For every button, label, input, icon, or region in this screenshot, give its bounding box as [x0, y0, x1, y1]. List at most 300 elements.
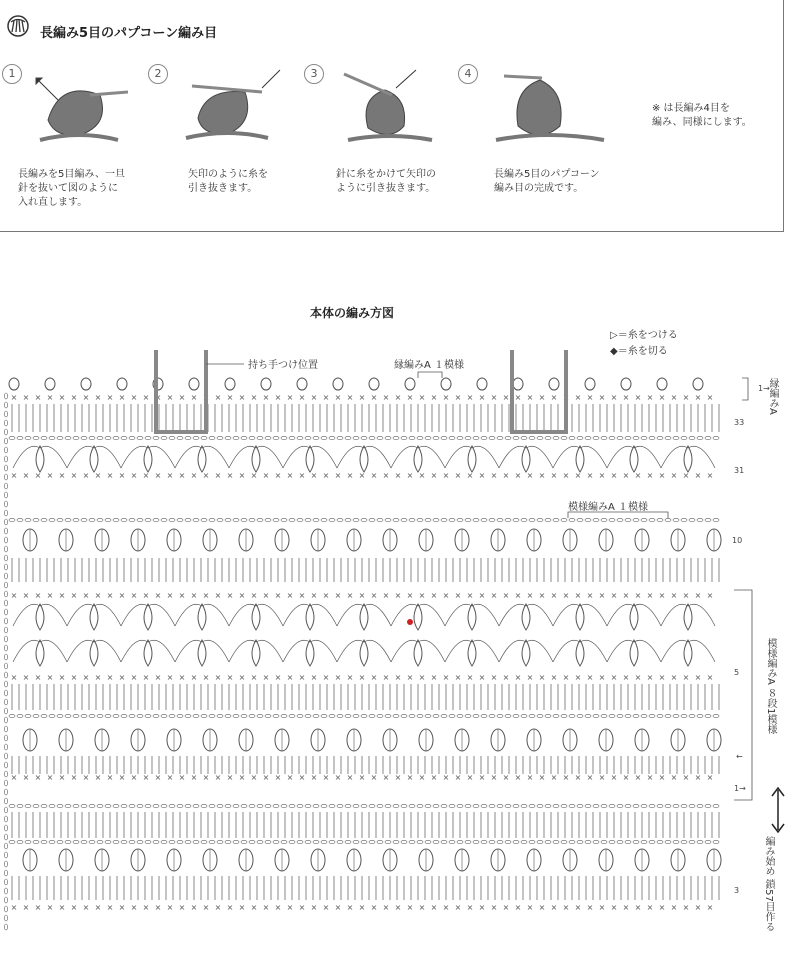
chain-mark	[689, 714, 695, 717]
single-crochet-mark: ×	[442, 393, 450, 402]
single-crochet-mark: ×	[646, 471, 654, 480]
chain-mark	[617, 714, 623, 717]
single-crochet-mark: ×	[406, 393, 414, 402]
single-crochet-mark: ×	[466, 471, 474, 480]
single-crochet-mark: ×	[262, 393, 270, 402]
single-crochet-mark: ×	[22, 903, 30, 912]
chain-mark	[553, 714, 559, 717]
edge-chain-mark	[4, 780, 7, 786]
chain-mark	[305, 518, 311, 521]
chain-mark	[609, 804, 615, 807]
legend-attach-yarn: ▷＝糸をつける	[610, 330, 678, 341]
chain-mark	[577, 714, 583, 717]
chain-mark	[673, 518, 679, 521]
chain-mark	[697, 714, 703, 717]
chain-mark	[273, 804, 279, 807]
chain-mark	[57, 840, 63, 843]
chain-mark	[593, 840, 599, 843]
single-crochet-mark: ×	[250, 903, 258, 912]
edge-chain-mark	[4, 555, 7, 561]
single-crochet-mark: ×	[154, 673, 162, 682]
popcorn-leaf-mark	[522, 604, 530, 630]
chain-mark	[457, 714, 463, 717]
single-crochet-mark: ×	[226, 773, 234, 782]
chain-mark	[545, 714, 551, 717]
chain-mark	[497, 714, 503, 717]
row-number-5: 5	[734, 668, 740, 677]
single-crochet-mark: ×	[658, 903, 666, 912]
chain-mark	[537, 714, 543, 717]
single-crochet-mark: ×	[58, 393, 66, 402]
chain-mark	[513, 840, 519, 843]
single-crochet-mark: ×	[46, 471, 54, 480]
chain-mark	[385, 804, 391, 807]
single-crochet-mark: ×	[298, 393, 306, 402]
single-crochet-mark: ×	[706, 673, 714, 682]
single-crochet-mark: ×	[46, 673, 54, 682]
single-crochet-mark: ×	[586, 903, 594, 912]
chain-mark	[345, 714, 351, 717]
chain-mark	[457, 518, 463, 521]
single-crochet-mark: ×	[538, 773, 546, 782]
chain-mark	[665, 714, 671, 717]
chain-mark	[497, 804, 503, 807]
single-crochet-mark: ×	[274, 903, 282, 912]
chain-mark	[569, 518, 575, 521]
row-arrow-left: ←	[736, 752, 743, 761]
edge-chain-mark	[4, 564, 7, 570]
chain-mark	[249, 714, 255, 717]
chain-mark	[329, 804, 335, 807]
single-crochet-mark: ×	[166, 471, 174, 480]
chain-mark	[529, 436, 535, 439]
chain-mark	[113, 840, 119, 843]
single-crochet-mark: ×	[322, 673, 330, 682]
single-crochet-mark: ×	[142, 773, 150, 782]
chain-mark	[249, 804, 255, 807]
chain-mark	[121, 804, 127, 807]
chain-mark	[585, 436, 591, 439]
chain-mark	[521, 840, 527, 843]
chain-mark	[633, 804, 639, 807]
chain-mark	[593, 436, 599, 439]
single-crochet-mark: ×	[334, 773, 342, 782]
chain-mark	[473, 840, 479, 843]
chain-mark	[49, 840, 55, 843]
chain-mark	[73, 436, 79, 439]
single-crochet-mark: ×	[178, 591, 186, 600]
single-crochet-mark: ×	[490, 903, 498, 912]
single-crochet-mark: ×	[190, 673, 198, 682]
chain-mark	[561, 840, 567, 843]
single-crochet-mark: ×	[370, 471, 378, 480]
single-crochet-mark: ×	[394, 673, 402, 682]
popcorn-stitch-mark	[513, 378, 523, 390]
popcorn-leaf-mark	[90, 604, 98, 630]
row-number-31: 31	[734, 466, 745, 475]
chain-mark	[505, 840, 511, 843]
chain-mark	[17, 840, 23, 843]
chain-mark	[657, 804, 663, 807]
chain-mark	[121, 840, 127, 843]
single-crochet-mark: ×	[442, 673, 450, 682]
popcorn-leaf-mark	[306, 604, 314, 630]
single-crochet-mark: ×	[454, 393, 462, 402]
single-crochet-mark: ×	[586, 591, 594, 600]
single-crochet-mark: ×	[394, 393, 402, 402]
popcorn-leaf-mark	[360, 446, 368, 472]
single-crochet-mark: ×	[214, 591, 222, 600]
single-crochet-mark: ×	[538, 673, 546, 682]
single-crochet-mark: ×	[346, 773, 354, 782]
popcorn-stitch-mark	[585, 378, 595, 390]
chain-mark	[257, 714, 263, 717]
single-crochet-mark: ×	[178, 773, 186, 782]
edge-chain-mark	[4, 906, 7, 912]
popcorn-leaf-mark	[360, 640, 368, 666]
chain-mark	[217, 714, 223, 717]
single-crochet-mark: ×	[646, 773, 654, 782]
row-number-10: 10	[732, 536, 743, 545]
chain-mark	[169, 804, 175, 807]
chain-mark	[697, 840, 703, 843]
single-crochet-mark: ×	[454, 773, 462, 782]
single-crochet-mark: ×	[394, 903, 402, 912]
single-crochet-mark: ×	[130, 591, 138, 600]
single-crochet-mark: ×	[682, 773, 690, 782]
single-crochet-mark: ×	[634, 591, 642, 600]
chain-mark	[193, 804, 199, 807]
chain-mark	[65, 436, 71, 439]
single-crochet-mark: ×	[670, 903, 678, 912]
single-crochet-mark: ×	[298, 471, 306, 480]
chain-mark	[297, 436, 303, 439]
chain-mark	[441, 518, 447, 521]
step-4-text: 長編み5目のパプコーン 編み目の完成です。	[494, 169, 600, 194]
single-crochet-mark: ×	[454, 471, 462, 480]
row-number-3: 3	[734, 886, 740, 895]
popcorn-stitch-mark	[477, 378, 487, 390]
single-crochet-mark: ×	[430, 591, 438, 600]
single-crochet-mark: ×	[490, 673, 498, 682]
chain-mark	[433, 804, 439, 807]
chain-mark	[137, 714, 143, 717]
single-crochet-mark: ×	[346, 591, 354, 600]
edge-chain-mark	[4, 573, 7, 579]
edge-chain-mark	[4, 744, 7, 750]
chain-mark	[377, 714, 383, 717]
single-crochet-mark: ×	[178, 393, 186, 402]
single-crochet-mark: ×	[226, 591, 234, 600]
chain-mark	[401, 436, 407, 439]
single-crochet-mark: ×	[346, 673, 354, 682]
chain-mark	[441, 436, 447, 439]
edge-chain-mark	[4, 816, 7, 822]
chain-mark	[321, 840, 327, 843]
single-crochet-mark: ×	[478, 903, 486, 912]
single-crochet-mark: ×	[154, 591, 162, 600]
chain-mark	[145, 840, 151, 843]
single-crochet-mark: ×	[82, 471, 90, 480]
edge-chain-mark	[4, 528, 7, 534]
chart-title: 本体の編み方図	[310, 306, 395, 320]
popcorn-leaf-mark	[198, 640, 206, 666]
chain-mark	[649, 518, 655, 521]
single-crochet-mark: ×	[130, 673, 138, 682]
chain-mark	[153, 518, 159, 521]
chain-mark	[225, 518, 231, 521]
single-crochet-mark: ×	[298, 591, 306, 600]
chain-mark	[425, 840, 431, 843]
single-crochet-mark: ×	[706, 591, 714, 600]
single-crochet-mark: ×	[406, 673, 414, 682]
single-crochet-mark: ×	[694, 393, 702, 402]
single-crochet-mark: ×	[358, 471, 366, 480]
chain-mark	[313, 804, 319, 807]
single-crochet-mark: ×	[214, 393, 222, 402]
chain-mark	[321, 714, 327, 717]
chain-mark	[449, 804, 455, 807]
chain-mark	[153, 436, 159, 439]
single-crochet-mark: ×	[130, 393, 138, 402]
popcorn-leaf-mark	[252, 640, 260, 666]
chain-mark	[113, 518, 119, 521]
single-crochet-mark: ×	[382, 471, 390, 480]
chain-mark	[369, 518, 375, 521]
chain-mark	[177, 518, 183, 521]
edge-chain-mark	[4, 609, 7, 615]
chain-mark	[65, 518, 71, 521]
edge-chain-mark	[4, 672, 7, 678]
chain-mark	[233, 714, 239, 717]
edge-chain-mark	[4, 699, 7, 705]
chain-mark	[585, 804, 591, 807]
single-crochet-mark: ×	[82, 393, 90, 402]
single-crochet-mark: ×	[358, 673, 366, 682]
chain-mark	[361, 518, 367, 521]
single-crochet-mark: ×	[238, 393, 246, 402]
chain-mark	[561, 804, 567, 807]
edge-chain-mark	[4, 726, 7, 732]
chain-mark	[409, 840, 415, 843]
single-crochet-mark: ×	[478, 773, 486, 782]
single-crochet-mark: ×	[454, 591, 462, 600]
single-crochet-mark: ×	[646, 591, 654, 600]
chain-mark	[633, 840, 639, 843]
single-crochet-mark: ×	[58, 903, 66, 912]
chain-mark	[521, 804, 527, 807]
single-crochet-mark: ×	[514, 393, 522, 402]
chain-mark	[545, 436, 551, 439]
single-crochet-mark: ×	[406, 471, 414, 480]
chain-mark	[617, 804, 623, 807]
single-crochet-mark: ×	[694, 673, 702, 682]
chain-mark	[377, 840, 383, 843]
chain-mark	[321, 804, 327, 807]
chain-mark	[409, 518, 415, 521]
chain-mark	[201, 436, 207, 439]
edge-chain-mark	[4, 708, 7, 714]
chain-mark	[257, 840, 263, 843]
single-crochet-mark: ×	[550, 903, 558, 912]
chain-mark	[673, 804, 679, 807]
chain-mark	[457, 804, 463, 807]
chain-mark	[601, 436, 607, 439]
single-crochet-mark: ×	[154, 903, 162, 912]
chain-mark	[241, 840, 247, 843]
chain-mark	[633, 518, 639, 521]
single-crochet-mark: ×	[334, 673, 342, 682]
single-crochet-mark: ×	[154, 393, 162, 402]
edge-chain-mark	[4, 753, 7, 759]
single-crochet-mark: ×	[322, 471, 330, 480]
single-crochet-mark: ×	[622, 903, 630, 912]
single-crochet-mark: ×	[202, 673, 210, 682]
chain-mark	[449, 436, 455, 439]
single-crochet-mark: ×	[118, 673, 126, 682]
single-crochet-mark: ×	[106, 773, 114, 782]
chain-mark	[465, 436, 471, 439]
single-crochet-mark: ×	[502, 393, 510, 402]
popcorn-leaf-mark	[630, 446, 638, 472]
popcorn-leaf-mark	[522, 640, 530, 666]
popcorn-stitch-mark	[657, 378, 667, 390]
single-crochet-mark: ×	[34, 673, 42, 682]
chain-mark	[201, 840, 207, 843]
chain-mark	[401, 518, 407, 521]
chain-mark	[569, 714, 575, 717]
chain-mark	[545, 518, 551, 521]
popcorn-stitch-mark	[189, 378, 199, 390]
chain-mark	[713, 840, 719, 843]
chain-mark	[449, 714, 455, 717]
chain-mark	[689, 436, 695, 439]
single-crochet-mark: ×	[490, 471, 498, 480]
chain-mark	[161, 436, 167, 439]
chain-mark	[297, 804, 303, 807]
single-crochet-mark: ×	[34, 773, 42, 782]
step-3-text: 針に糸をかけて矢印の ように引き抜きます。	[336, 169, 436, 194]
single-crochet-mark: ×	[178, 471, 186, 480]
single-crochet-mark: ×	[502, 471, 510, 480]
chain-mark	[145, 714, 151, 717]
single-crochet-mark: ×	[622, 471, 630, 480]
single-crochet-mark: ×	[598, 591, 606, 600]
chain-mark	[345, 804, 351, 807]
popcorn-leaf-mark	[36, 640, 44, 666]
edge-chain-mark	[4, 798, 7, 804]
edge-chain-mark	[4, 843, 7, 849]
single-crochet-mark: ×	[418, 471, 426, 480]
single-crochet-mark: ×	[382, 393, 390, 402]
single-crochet-mark: ×	[370, 591, 378, 600]
single-crochet-mark: ×	[154, 773, 162, 782]
single-crochet-mark: ×	[454, 673, 462, 682]
single-crochet-mark: ×	[10, 773, 18, 782]
chain-mark	[185, 840, 191, 843]
single-crochet-mark: ×	[682, 591, 690, 600]
chain-mark	[705, 436, 711, 439]
popcorn-stitch-mark	[45, 378, 55, 390]
chain-mark	[105, 714, 111, 717]
single-crochet-mark: ×	[70, 673, 78, 682]
chain-mark	[713, 518, 719, 521]
single-crochet-mark: ×	[658, 591, 666, 600]
edge-chain-mark	[4, 924, 7, 930]
chain-mark	[41, 714, 47, 717]
step-2-text: 矢印のように糸を 引き抜きます。	[188, 169, 268, 194]
chain-mark	[481, 436, 487, 439]
single-crochet-mark: ×	[406, 773, 414, 782]
chain-mark	[569, 804, 575, 807]
chain-mark	[505, 518, 511, 521]
chain-mark	[473, 804, 479, 807]
single-crochet-mark: ×	[154, 471, 162, 480]
chain-mark	[129, 840, 135, 843]
single-crochet-mark: ×	[238, 773, 246, 782]
chain-mark	[705, 804, 711, 807]
chain-mark	[681, 436, 687, 439]
popcorn-leaf-mark	[360, 604, 368, 630]
chain-mark	[337, 436, 343, 439]
chain-mark	[577, 518, 583, 521]
single-crochet-mark: ×	[502, 773, 510, 782]
popcorn-leaf-mark	[576, 604, 584, 630]
chain-mark	[497, 840, 503, 843]
chain-mark	[345, 518, 351, 521]
legend-cut-yarn: ◆＝糸を切る	[610, 346, 668, 357]
single-crochet-mark: ×	[274, 591, 282, 600]
chain-mark	[657, 840, 663, 843]
chain-mark	[393, 840, 399, 843]
chain-mark	[481, 518, 487, 521]
single-crochet-mark: ×	[190, 773, 198, 782]
chain-mark	[305, 804, 311, 807]
single-crochet-mark: ×	[310, 591, 318, 600]
popcorn-stitch-mark	[9, 378, 19, 390]
chain-mark	[265, 518, 271, 521]
chain-mark	[513, 436, 519, 439]
single-crochet-mark: ×	[298, 903, 306, 912]
chain-mark	[649, 840, 655, 843]
chain-mark	[9, 436, 15, 439]
edge-chain-mark	[4, 582, 7, 588]
chain-mark	[25, 840, 31, 843]
chain-mark	[537, 840, 543, 843]
single-crochet-mark: ×	[10, 471, 18, 480]
chain-mark	[585, 840, 591, 843]
start-chain-side-label: 編み始め 鎖57目作る	[763, 836, 774, 932]
chain-mark	[489, 840, 495, 843]
single-crochet-mark: ×	[682, 471, 690, 480]
single-crochet-mark: ×	[334, 393, 342, 402]
chain-mark	[281, 518, 287, 521]
single-crochet-mark: ×	[10, 673, 18, 682]
edge-chain-mark	[4, 492, 7, 498]
single-crochet-mark: ×	[190, 903, 198, 912]
chain-mark	[209, 436, 215, 439]
chain-mark	[17, 804, 23, 807]
handle-bracket-left	[156, 350, 206, 432]
chain-mark	[233, 804, 239, 807]
single-crochet-mark: ×	[490, 591, 498, 600]
single-crochet-mark: ×	[586, 471, 594, 480]
chain-mark	[609, 518, 615, 521]
single-crochet-mark: ×	[382, 903, 390, 912]
single-crochet-mark: ×	[382, 591, 390, 600]
edge-chain-mark	[4, 681, 7, 687]
chain-mark	[673, 840, 679, 843]
